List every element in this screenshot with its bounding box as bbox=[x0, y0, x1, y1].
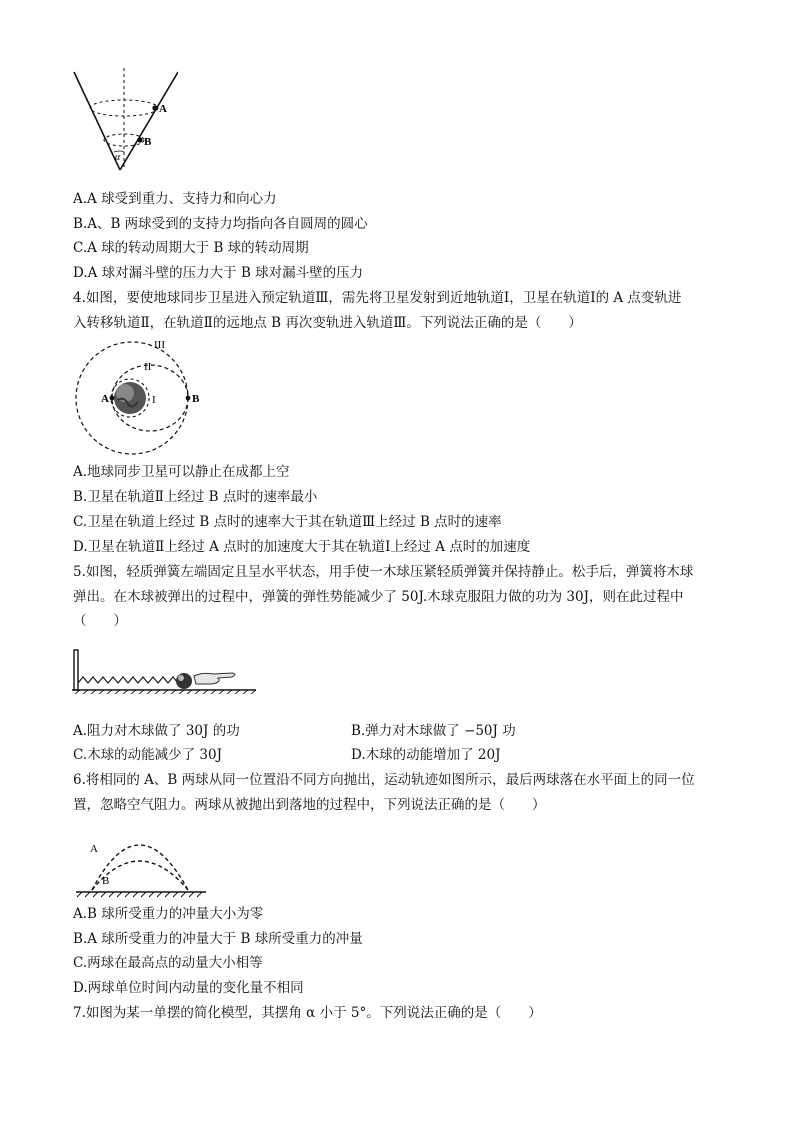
q4-option-c: C.卫星在轨道上经过 B 点时的速率大于其在轨道Ⅲ上经过 B 点时的速率 bbox=[73, 514, 502, 530]
spring-figure bbox=[72, 646, 256, 694]
label-orbit-iii: III bbox=[154, 339, 165, 351]
q4-stem-line2: 入转移轨道Ⅱ，在轨道Ⅱ的远地点 B 再次变轨进入轨道Ⅲ。下列说法正确的是（ ） bbox=[73, 315, 582, 331]
q4-option-d: D.卫星在轨道Ⅱ上经过 A 点时的加速度大于其在轨道Ⅰ上经过 A 点时的加速度 bbox=[73, 539, 531, 555]
q5-stem-line2: 弹出。在木球被弹出的过程中，弹簧的弹性势能减少了 50J.木球克服阻力做的功为 30J，则在此过程中 bbox=[73, 589, 684, 605]
q6-option-b: B.A 球所受重力的冲量大于 B 球所受重力的冲量 bbox=[73, 931, 363, 947]
q4-option-b: B.卫星在轨道Ⅱ上经过 B 点时的速率最小 bbox=[73, 489, 318, 505]
projectile-figure bbox=[72, 820, 210, 900]
label-point-a: A bbox=[101, 393, 109, 405]
q3-option-c: C.A 球的转动周期大于 B 球的转动周期 bbox=[73, 240, 309, 256]
q3-option-b: B.A、B 两球受到的支持力均指向各自圆周的圆心 bbox=[73, 216, 368, 232]
q5-option-c: C.木球的动能减少了 30J bbox=[73, 747, 223, 763]
q6-stem-line2: 置，忽略空气阻力。两球从被抛出到落地的过程中，下列说法正确的是（ ） bbox=[73, 797, 546, 813]
label-point-b: B bbox=[192, 393, 200, 405]
q5-option-b: B.弹力对木球做了 −50J 功 bbox=[351, 723, 516, 739]
q4-stem-line1: 4.如图，要使地球同步卫星进入预定轨道Ⅲ，需先将卫星发射到近地轨道Ⅰ，卫星在轨道Ⅰ的 A 点变轨进 bbox=[73, 290, 682, 306]
q6-option-c: C.两球在最高点的动量大小相等 bbox=[73, 955, 263, 971]
q6-option-d: D.两球单位时间内动量的变化量不相同 bbox=[73, 980, 304, 996]
label-b: B bbox=[144, 136, 152, 148]
q3-option-a: A.A 球受到重力、支持力和向心力 bbox=[73, 191, 277, 207]
label-orbit-ii: II bbox=[144, 361, 152, 373]
label-orbit-i: I bbox=[152, 394, 156, 406]
q5-stem-line1: 5.如图，轻质弹簧左端固定且呈水平状态，用手使一木球压紧轻质弹簧并保持静止。松手后，弹簧将木球 bbox=[73, 564, 694, 580]
label-a: A bbox=[90, 843, 98, 855]
q3-option-d: D.A 球对漏斗壁的压力大于 B 球对漏斗壁的压力 bbox=[73, 265, 364, 281]
funnel-figure bbox=[68, 66, 178, 176]
label-b: B bbox=[102, 875, 110, 887]
label-alpha: α bbox=[115, 152, 121, 163]
label-a: A bbox=[159, 103, 167, 115]
q5-option-d: D.木球的动能增加了 20J bbox=[351, 747, 501, 763]
q5-stem-line3: （ ） bbox=[73, 613, 127, 629]
q6-stem-line1: 6.将相同的 A、B 两球从同一位置沿不同方向抛出，运动轨迹如图所示，最后两球落在水平面上的同一位 bbox=[73, 772, 695, 788]
q5-option-a: A.阻力对木球做了 30J 的功 bbox=[73, 723, 240, 739]
q7-stem: 7.如图为某一单摆的简化模型，其摆角 α 小于 5°。下列说法正确的是（ ） bbox=[73, 1005, 542, 1021]
q6-option-a: A.B 球所受重力的冲量大小为零 bbox=[73, 906, 264, 922]
q4-option-a: A.地球同步卫星可以静止在成都上空 bbox=[73, 464, 290, 480]
orbit-figure bbox=[72, 338, 202, 456]
